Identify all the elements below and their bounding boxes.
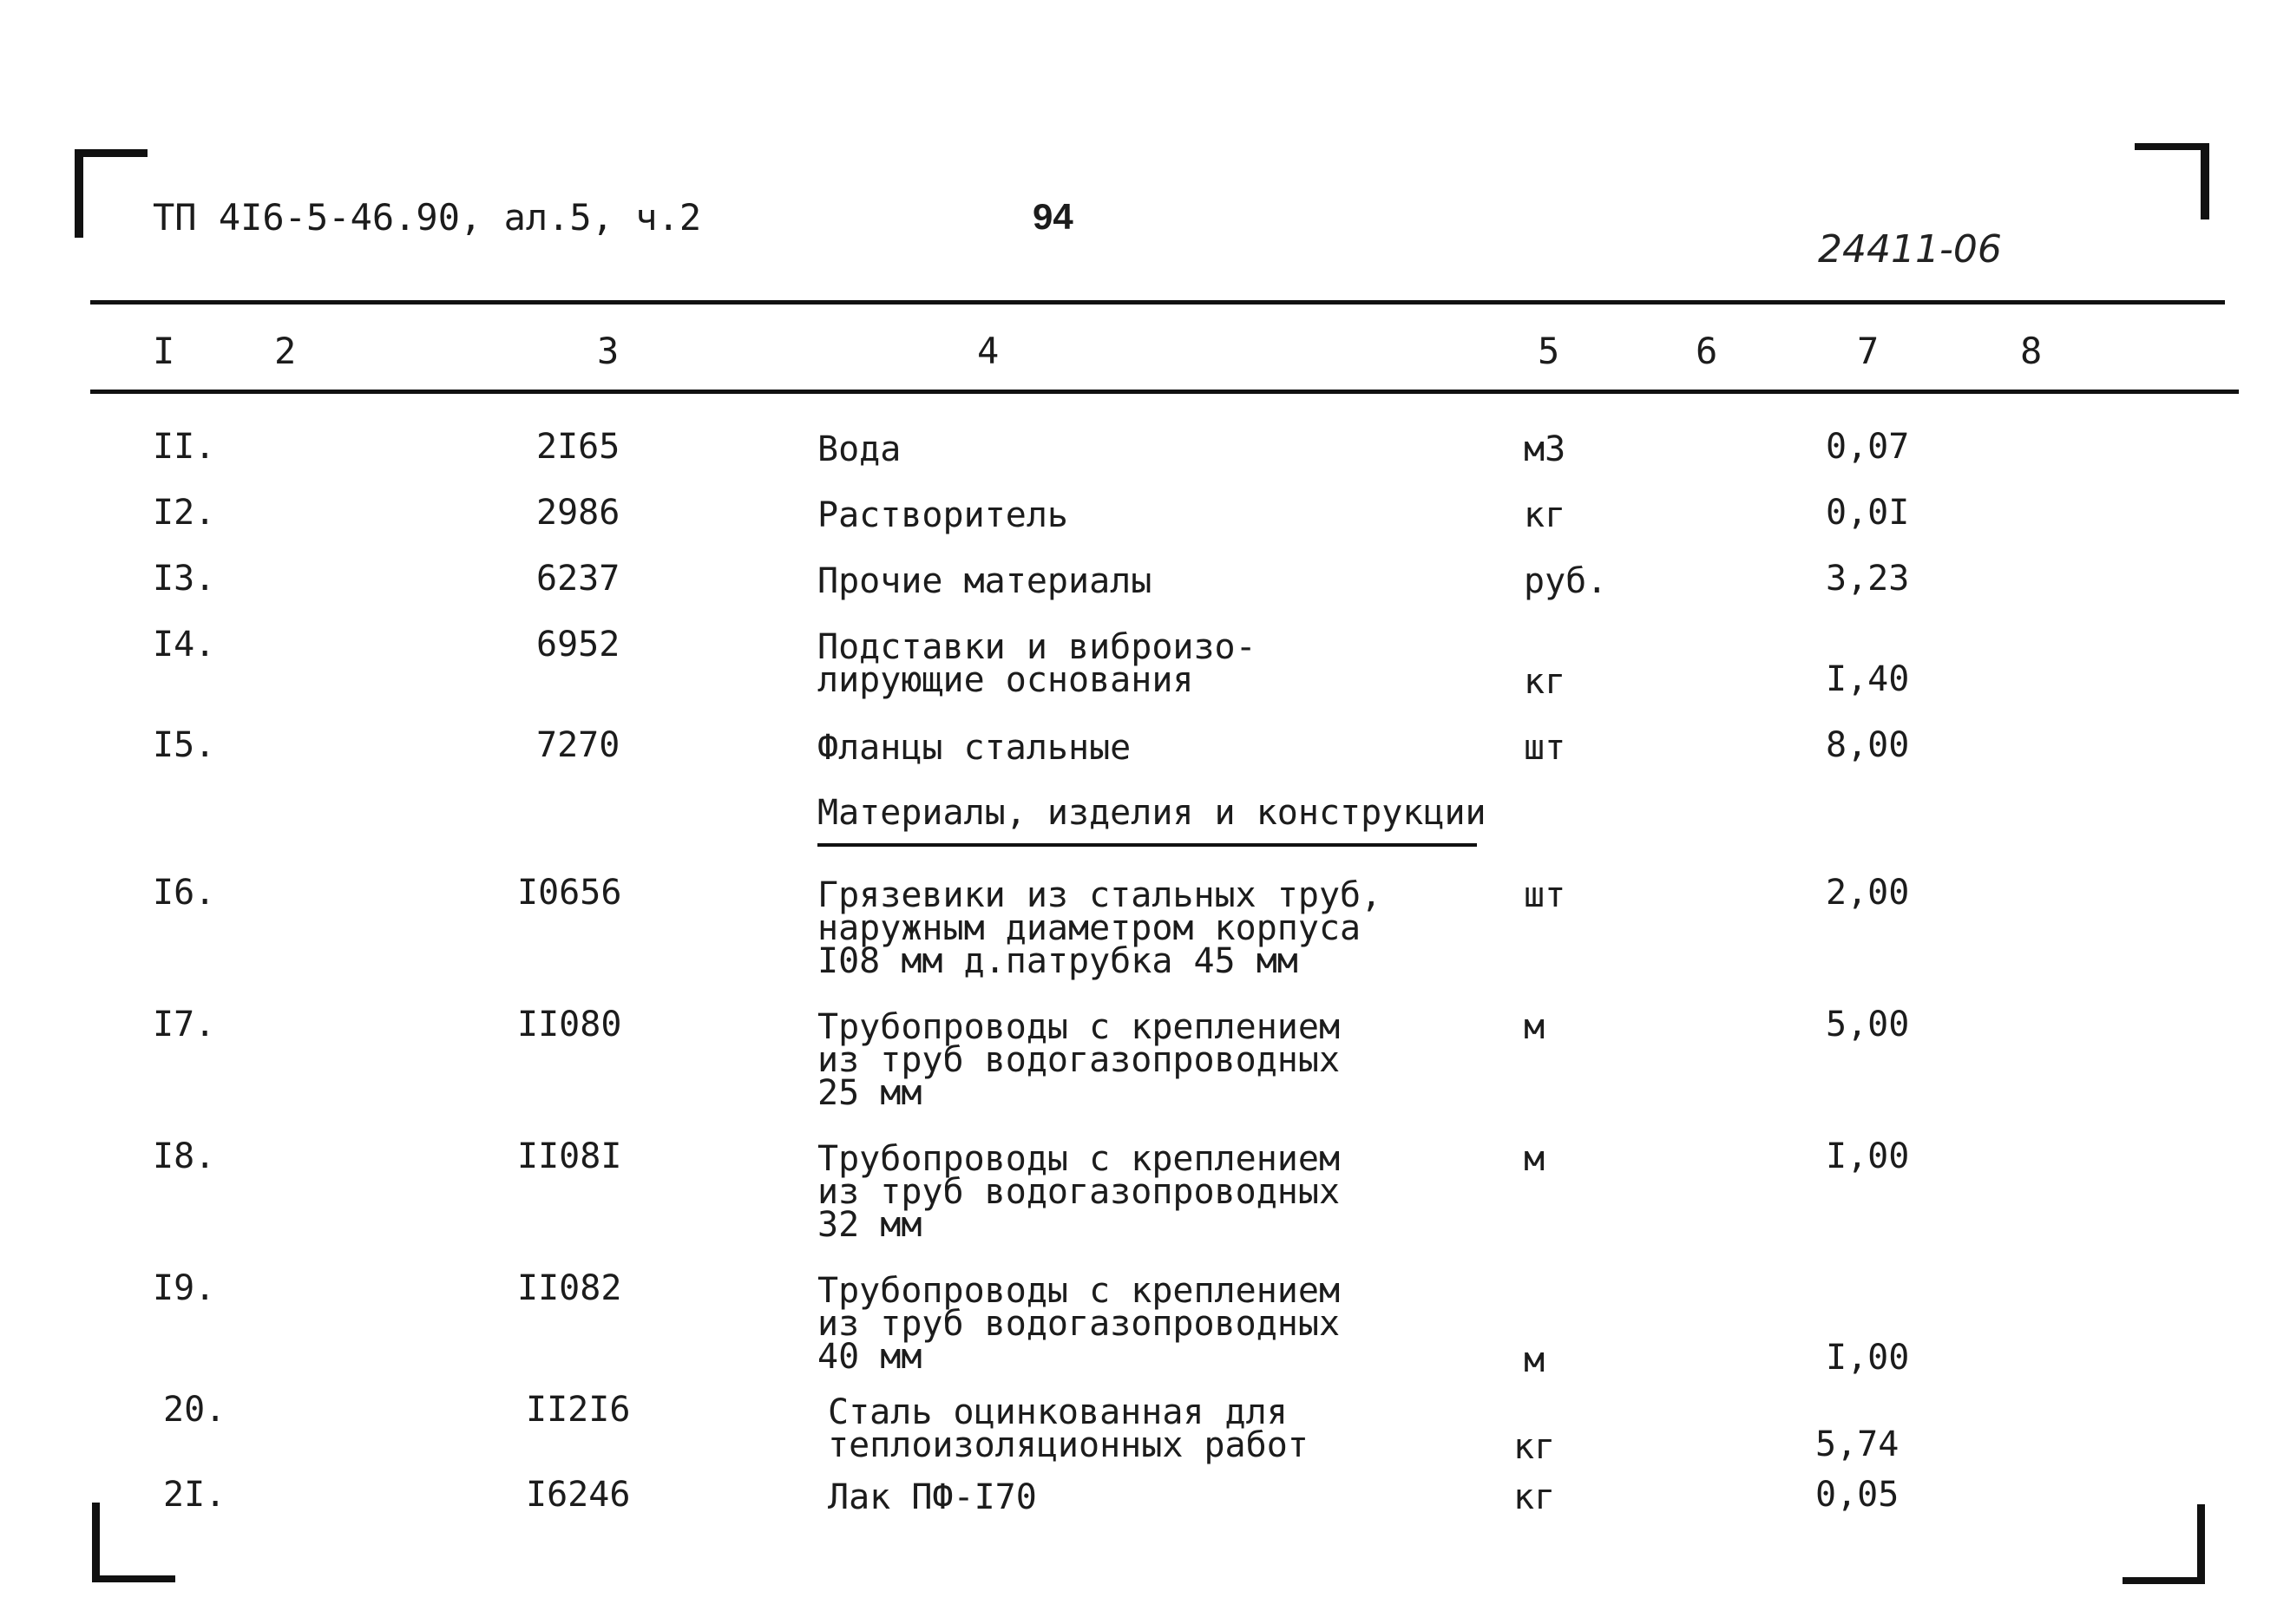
row-number: I7. [153, 1005, 216, 1044]
quantity: 2,00 [1826, 873, 1910, 913]
row-number: I9. [153, 1268, 216, 1308]
table-top-rule [90, 300, 2225, 304]
corner-mark-top-left-bar [75, 149, 148, 157]
quantity: 0,05 [1815, 1475, 1900, 1515]
quantity: I,00 [1826, 1338, 1910, 1378]
document-code: ТП 4I6-5-46.90, ал.5, ч.2 [153, 196, 702, 239]
resource-code: I0656 [517, 873, 622, 913]
quantity: 3,23 [1826, 559, 1910, 599]
corner-mark-bottom-right [2197, 1504, 2205, 1584]
archive-number: 24411-06 [1818, 227, 2002, 272]
quantity: I,00 [1826, 1136, 1910, 1176]
resource-code: 6952 [536, 625, 620, 665]
resource-code: 6237 [536, 559, 620, 599]
column-number-5: 5 [1538, 330, 1560, 372]
resource-code: II080 [517, 1005, 622, 1044]
row-number: 2I. [163, 1475, 226, 1515]
quantity: 5,74 [1815, 1424, 1900, 1464]
corner-mark-top-right-bar [2135, 143, 2209, 150]
unit: м3 [1524, 429, 1566, 469]
quantity: 0,0I [1826, 493, 1910, 533]
unit: м [1524, 1139, 1545, 1179]
resource-code: II08I [517, 1136, 622, 1176]
quantity: I,40 [1826, 659, 1910, 699]
resource-code: II2I6 [526, 1390, 631, 1430]
resource-name: Трубопроводы с креплением из труб водогазопроводных 32 мм [817, 1139, 1341, 1245]
row-number: I3. [153, 559, 216, 599]
column-number-4: 4 [977, 330, 1000, 372]
resource-name: Вода [817, 429, 902, 469]
corner-mark-bottom-right-bar [2123, 1577, 2205, 1584]
corner-mark-top-right [2201, 143, 2209, 219]
corner-mark-bottom-left [92, 1503, 100, 1582]
resource-code: I6246 [526, 1475, 631, 1515]
column-number-8: 8 [2020, 330, 2043, 372]
resource-name: Сталь оцинкованная для теплоизоляционных работ [828, 1392, 1309, 1465]
corner-mark-bottom-left-bar [92, 1575, 175, 1582]
resource-code: 2986 [536, 493, 620, 533]
unit: кг [1513, 1477, 1556, 1517]
section-heading: Материалы, изделия и конструкции [817, 793, 1486, 833]
row-number: I8. [153, 1136, 216, 1176]
resource-name: Фланцы стальные [817, 728, 1132, 768]
resource-name: Растворитель [817, 495, 1068, 535]
unit: кг [1513, 1427, 1556, 1467]
unit: руб. [1524, 561, 1608, 601]
resource-name: Трубопроводы с креплением из труб водогазопроводных 25 мм [817, 1007, 1341, 1113]
column-number-7: 7 [1857, 330, 1880, 372]
unit: шт [1524, 875, 1566, 915]
column-number-3: 3 [597, 330, 620, 372]
column-number-2: 2 [274, 330, 297, 372]
table-header-rule [90, 390, 2239, 394]
row-number: I4. [153, 625, 216, 665]
quantity: 0,07 [1826, 427, 1910, 467]
corner-mark-top-left [75, 149, 83, 238]
row-number: I6. [153, 873, 216, 913]
quantity: 5,00 [1826, 1005, 1910, 1044]
resource-code: 2I65 [536, 427, 620, 467]
resource-code: II082 [517, 1268, 622, 1308]
row-number: I2. [153, 493, 216, 533]
resource-name: Трубопроводы с креплением из труб водогазопроводных 40 мм [817, 1271, 1341, 1377]
resource-name: Лак ПФ-I70 [828, 1477, 1037, 1517]
section-heading-underline [817, 843, 1477, 847]
unit: м [1524, 1340, 1545, 1380]
row-number: I5. [153, 725, 216, 765]
unit: м [1524, 1007, 1545, 1047]
row-number: 20. [163, 1390, 226, 1430]
page-number: 94 [1033, 196, 1073, 237]
resource-code: 7270 [536, 725, 620, 765]
unit: кг [1524, 495, 1566, 535]
resource-name: Прочие материалы [817, 561, 1152, 601]
unit: кг [1524, 662, 1566, 702]
column-number-1: I [153, 330, 175, 372]
unit: шт [1524, 728, 1566, 768]
resource-name: Грязевики из стальных труб, наружным диаметром корпуса I08 мм д.патрубка 45 мм [817, 875, 1382, 981]
quantity: 8,00 [1826, 725, 1910, 765]
row-number: II. [153, 427, 216, 467]
column-number-6: 6 [1696, 330, 1718, 372]
resource-name: Подставки и виброизо- лирующие основания [817, 627, 1257, 700]
